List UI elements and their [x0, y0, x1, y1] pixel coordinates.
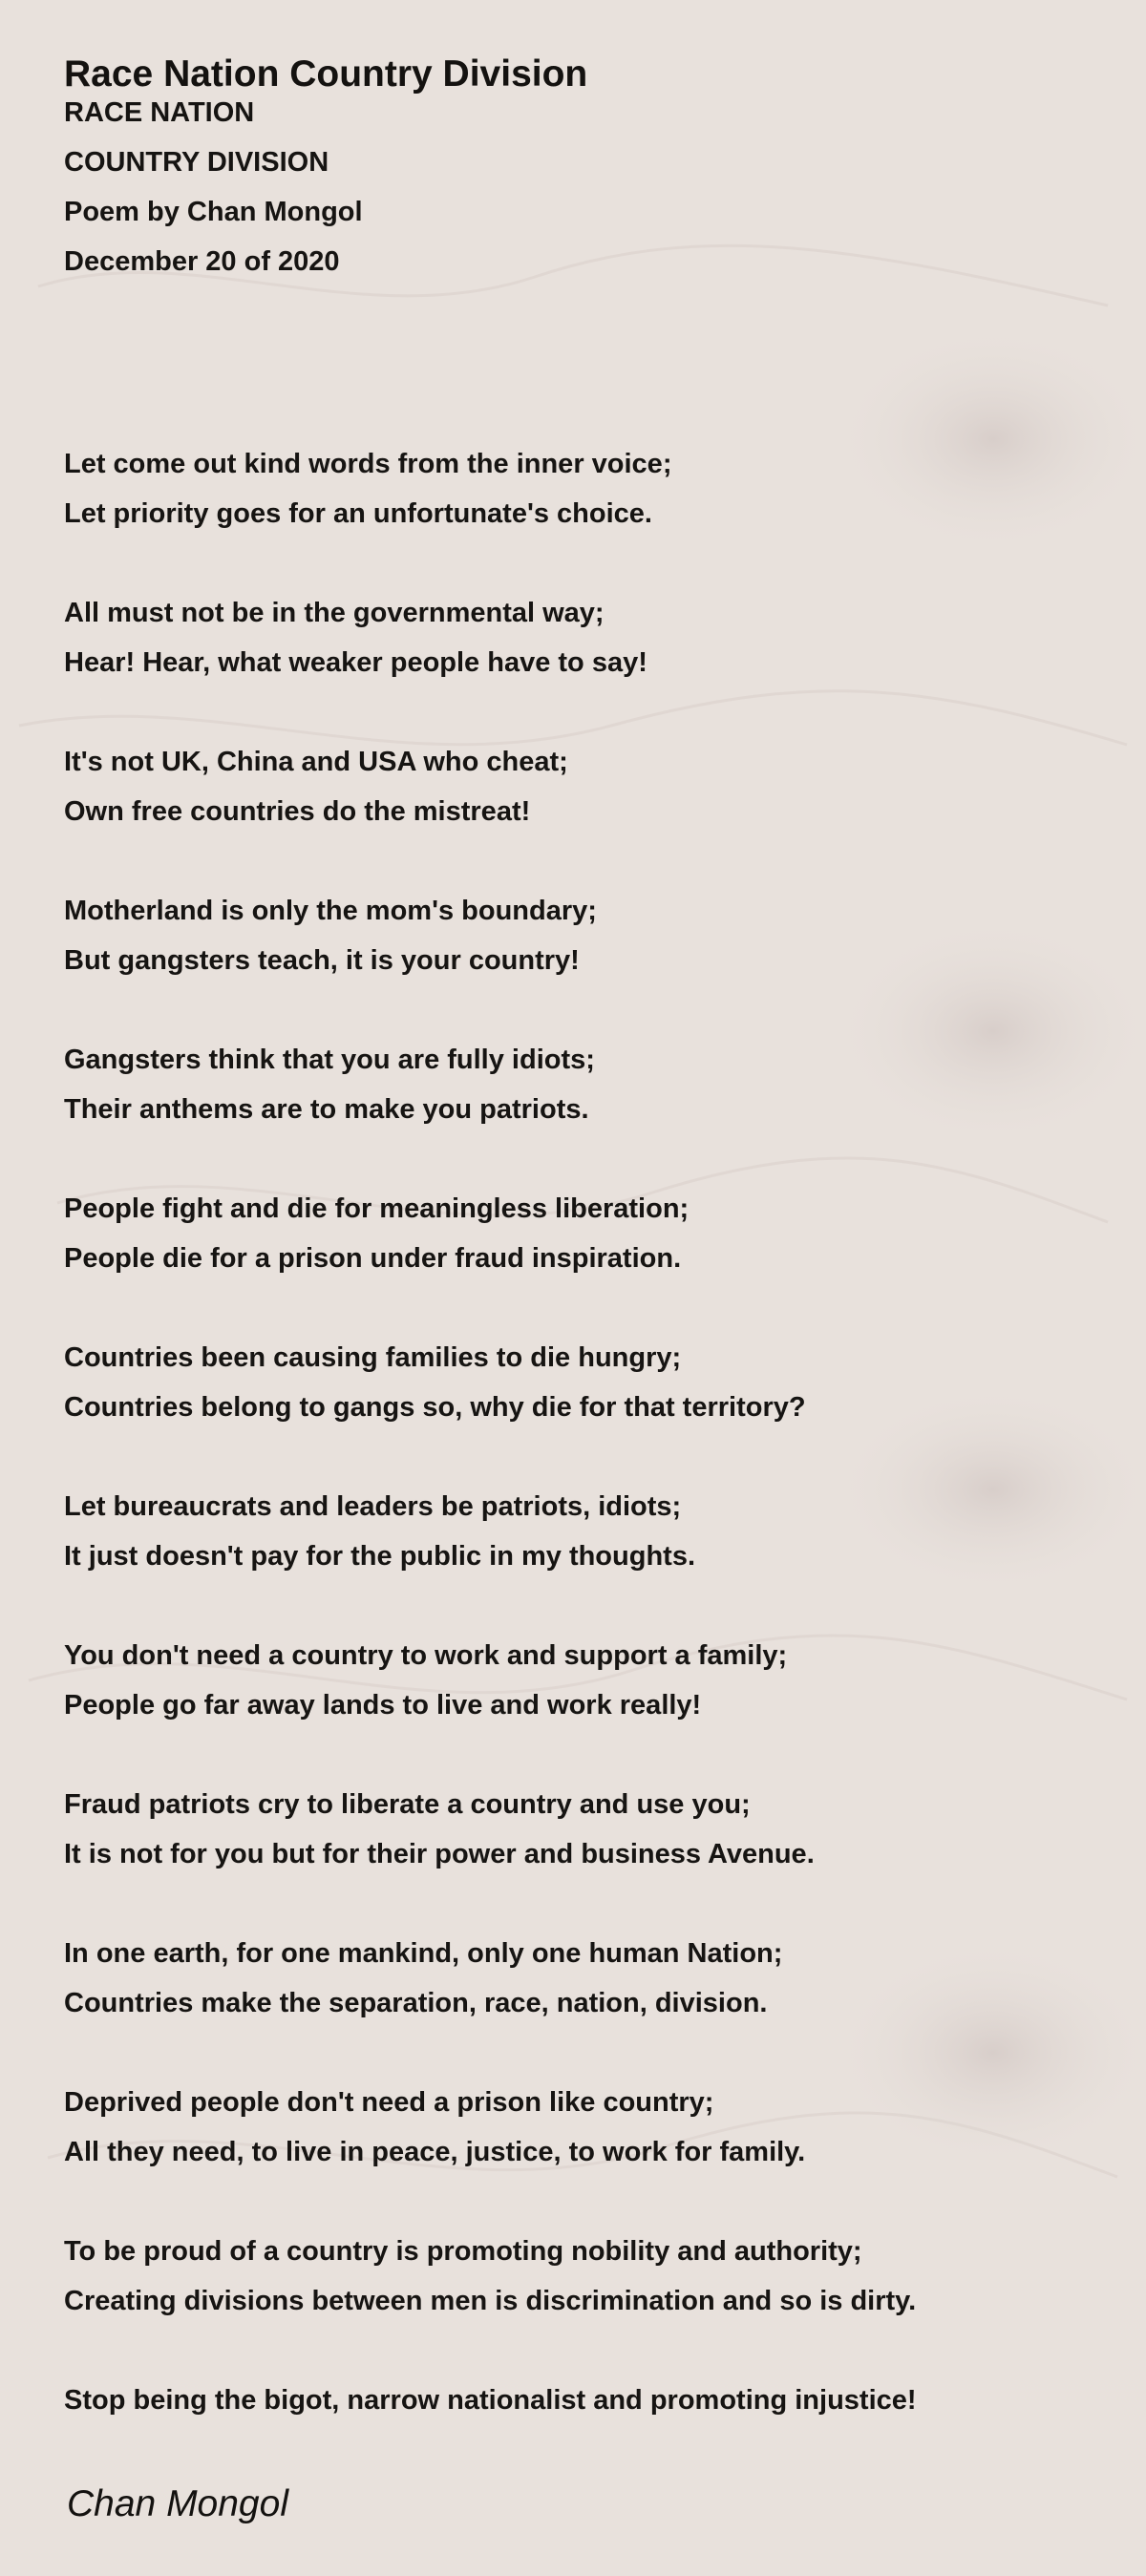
- poem-line: Let come out kind words from the inner voice;: [64, 449, 672, 479]
- poem-line: Let priority goes for an unfortunate's choice.: [64, 498, 652, 529]
- poem-body: [64, 439, 917, 2475]
- poem-line: Creating divisions between men is discrimination and so is dirty.: [64, 2286, 917, 2316]
- poem-line: Let bureaucrats and leaders be patriots, idiots;: [64, 1491, 682, 1522]
- stanza: [64, 588, 917, 687]
- poem-line: But gangsters teach, it is your country!: [64, 945, 580, 976]
- poem-heading-line: RACE NATION: [64, 97, 255, 128]
- poem-line: All must not be in the governmental way;: [64, 598, 605, 628]
- poem-line: To be proud of a country is promoting nobility and authority;: [64, 2236, 862, 2267]
- poem-line: People go far away lands to live and work really!: [64, 1690, 702, 1721]
- poem-line: People fight and die for meaningless liberation;: [64, 1193, 690, 1224]
- stanza: [64, 1333, 917, 1432]
- poem-line: It just doesn't pay for the public in my thoughts.: [64, 1541, 696, 1572]
- poem-line: Stop being the bigot, narrow nationalist and promoting injustice!: [64, 2385, 917, 2416]
- author-signature: Chan Mongol: [67, 2483, 288, 2524]
- stanza: [64, 2078, 917, 2177]
- poem-line: In one earth, for one mankind, only one human Nation;: [64, 1938, 783, 1969]
- poem-date: December 20 of 2020: [64, 246, 340, 277]
- poem-line: Fraud patriots cry to liberate a country and use you;: [64, 1789, 751, 1820]
- poem-heading-line: COUNTRY DIVISION: [64, 147, 329, 178]
- poem-line: Countries been causing families to die hungry;: [64, 1342, 682, 1373]
- stanza: [64, 1780, 917, 1879]
- stanza: [64, 1035, 917, 1134]
- poem-line: Gangsters think that you are fully idiots;: [64, 1045, 595, 1075]
- stanza: [64, 1631, 917, 1730]
- poem-line: Countries make the separation, race, nation, division.: [64, 1988, 768, 2018]
- poem-line: Own free countries do the mistreat!: [64, 796, 531, 827]
- poem-line: All they need, to live in peace, justice, to work for family.: [64, 2137, 806, 2167]
- poem-line: Motherland is only the mom's boundary;: [64, 896, 597, 926]
- stanza: [64, 886, 917, 985]
- poem-line: Deprived people don't need a prison like country;: [64, 2087, 714, 2118]
- stanza: [64, 737, 917, 836]
- poem-line: It's not UK, China and USA who cheat;: [64, 747, 568, 777]
- poem-byline: Poem by Chan Mongol: [64, 197, 363, 227]
- stanza: [64, 1482, 917, 1581]
- poem-header: [64, 88, 363, 286]
- poem-page: [0, 0, 1114, 103]
- poem-line: It is not for you but for their power and business Avenue.: [64, 1839, 815, 1869]
- poem-line: Their anthems are to make you patriots.: [64, 1094, 589, 1125]
- poem-line: You don't need a country to work and support a family;: [64, 1640, 788, 1671]
- stanza: [64, 1184, 917, 1283]
- page-title: Race Nation Country Division: [64, 53, 588, 95]
- stanza: [64, 439, 917, 538]
- stanza: [64, 2227, 917, 2326]
- poem-line: Countries belong to gangs so, why die for that territory?: [64, 1392, 806, 1423]
- poem-line: Hear! Hear, what weaker people have to say!: [64, 647, 647, 678]
- stanza: [64, 1929, 917, 2028]
- stanza: [64, 2375, 917, 2425]
- poem-line: People die for a prison under fraud inspiration.: [64, 1243, 682, 1274]
